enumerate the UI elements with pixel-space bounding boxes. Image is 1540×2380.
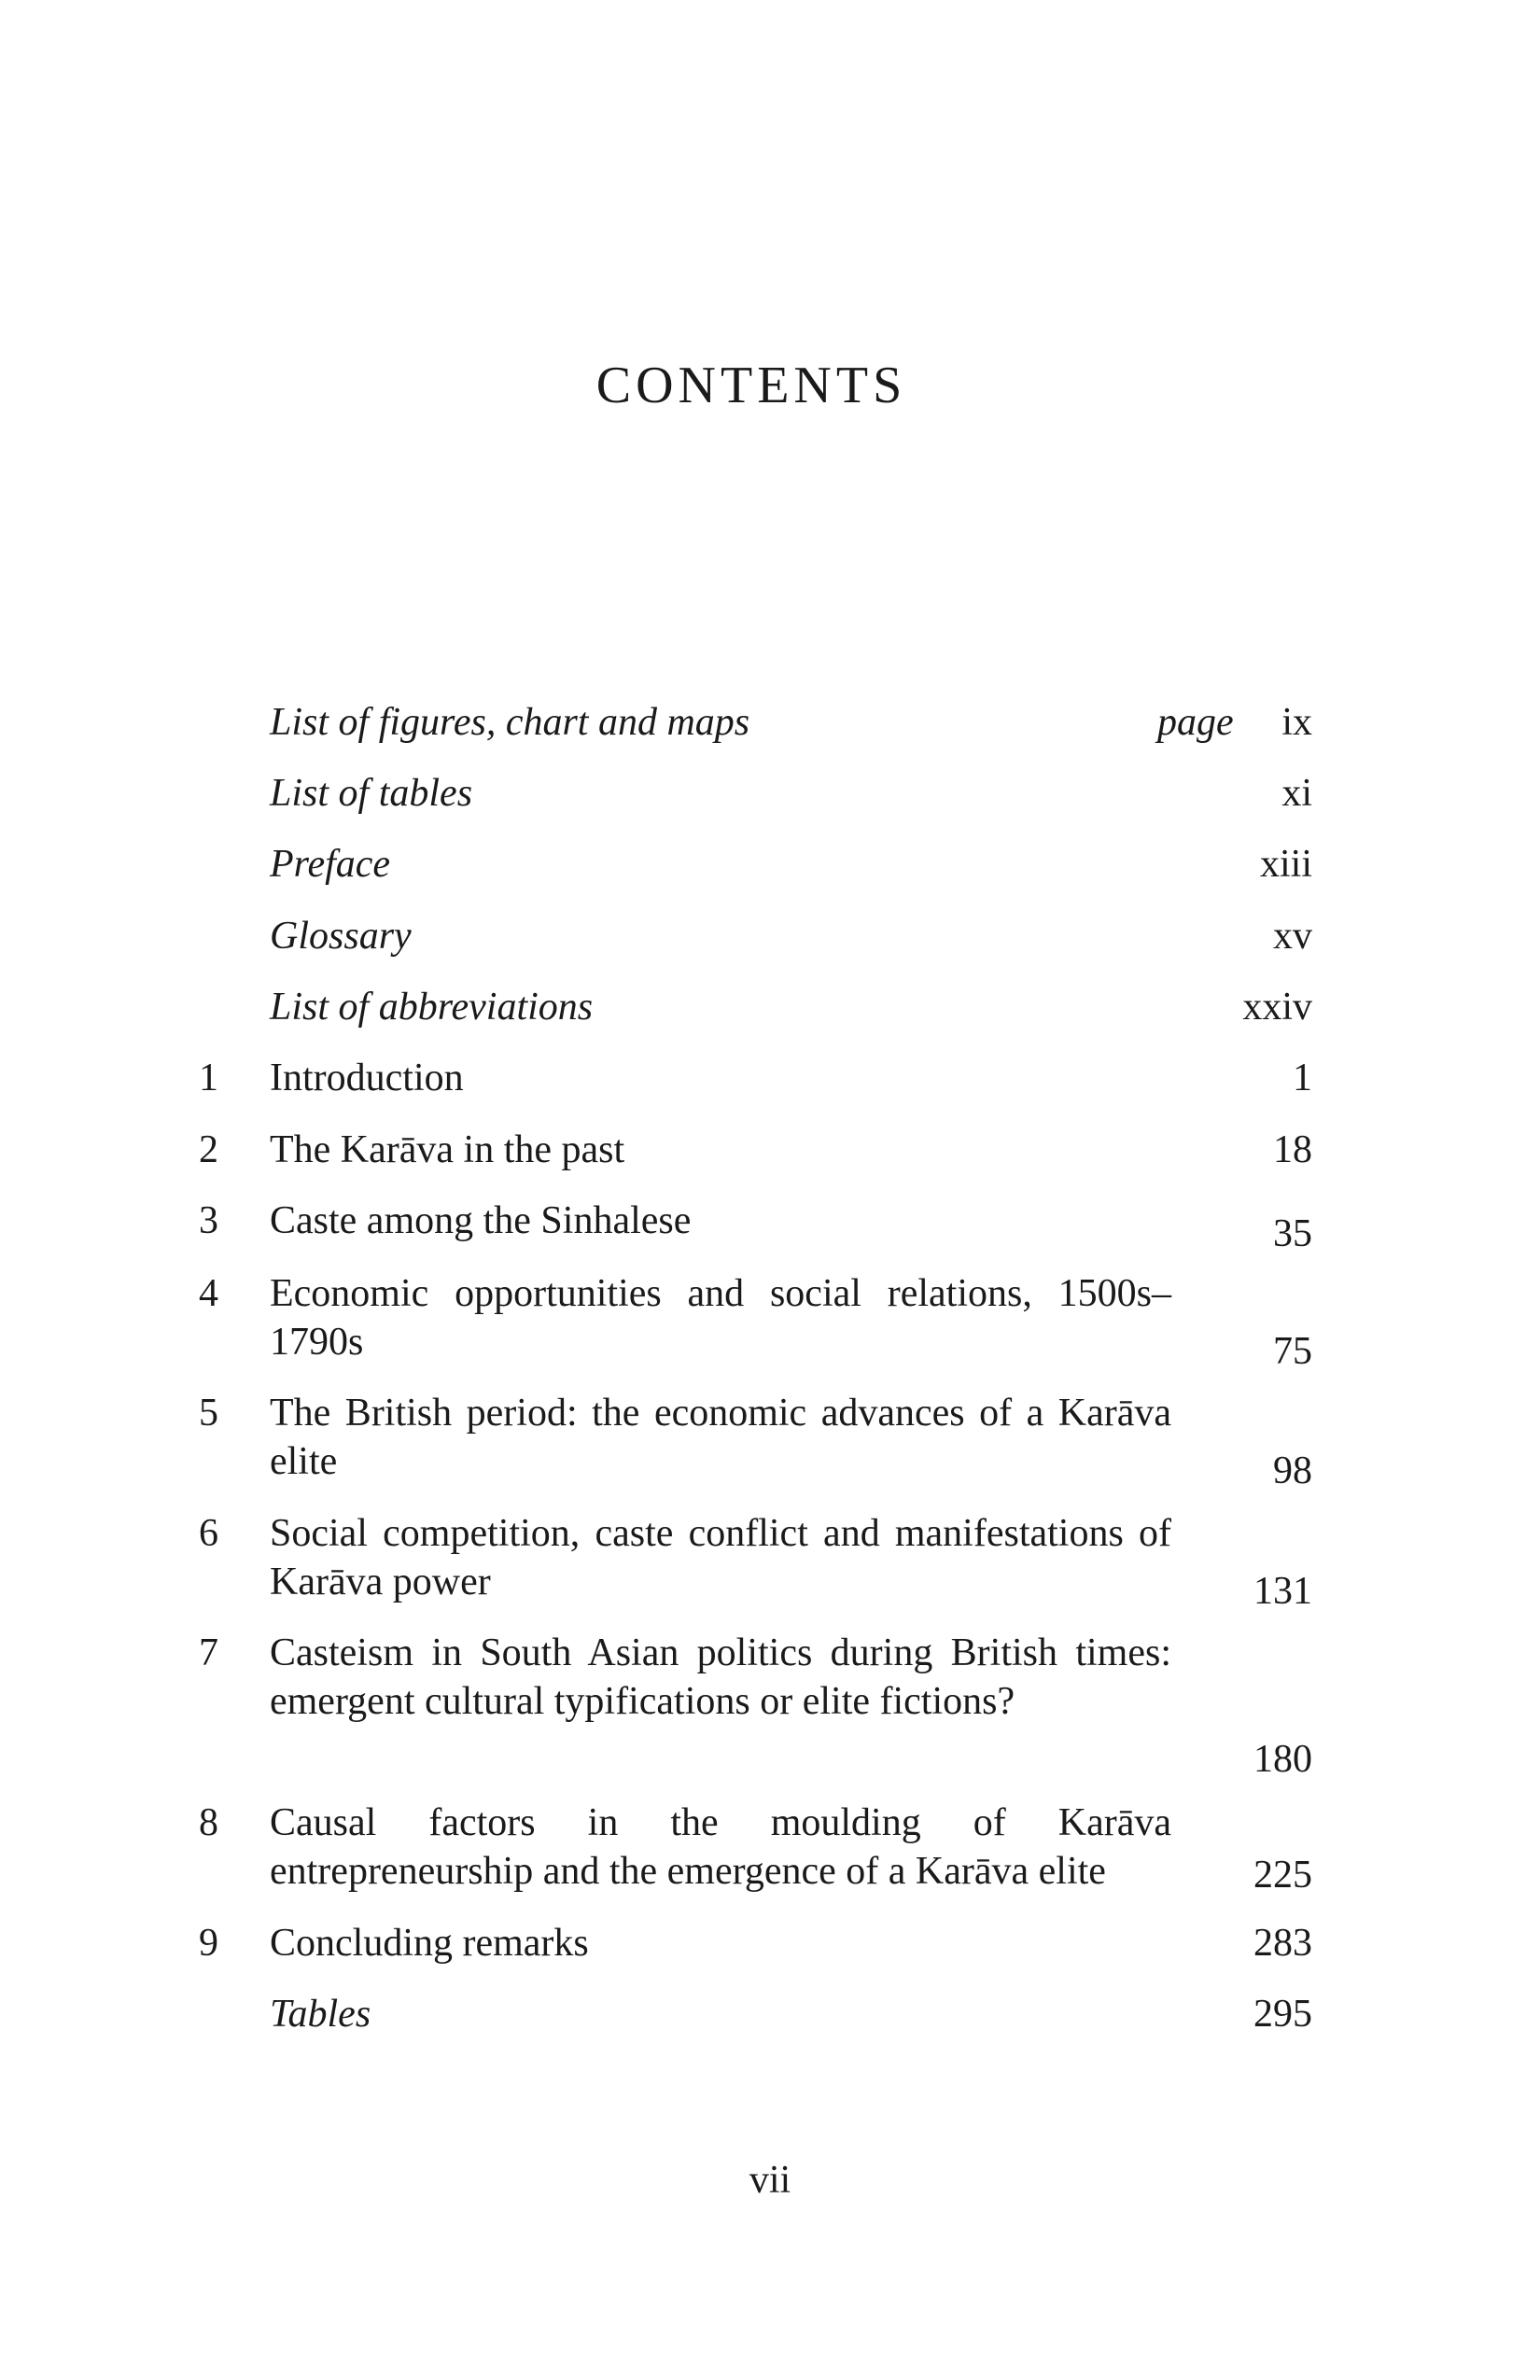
toc-entry-title: Tables: [270, 1993, 371, 2036]
toc-entry-title: The British period: the economic advances of a Karāva elite: [270, 1392, 1171, 1483]
toc-entry-page: xxiv: [1242, 986, 1312, 1029]
page-title: CONTENTS: [595, 357, 907, 414]
toc-entry-title: Social competition, caste conflict and manifestations of Karāva power: [270, 1512, 1171, 1603]
chapter-number: 2: [199, 1128, 218, 1171]
toc-entry-page: 180: [1253, 1738, 1312, 1781]
chapter-number: 3: [199, 1199, 218, 1242]
toc-entry-page: 98: [1273, 1449, 1312, 1492]
page-number: vii: [749, 2159, 791, 2202]
toc-entry-title: List of tables: [270, 772, 473, 815]
toc-entry-page: 131: [1253, 1570, 1312, 1613]
toc-entry-page: 295: [1253, 1993, 1312, 2036]
toc-entry-title: Glossary: [270, 915, 412, 958]
chapter-number: 7: [199, 1631, 218, 1674]
toc-entry-page: 283: [1253, 1922, 1312, 1965]
chapter-number: 5: [199, 1392, 218, 1435]
toc-entry-title: List of figures, chart and maps: [270, 701, 750, 744]
toc-entry-title: Caste among the Sinhalese: [270, 1199, 692, 1242]
toc-entry-title: Concluding remarks: [270, 1922, 589, 1965]
toc-entry-page: 225: [1253, 1854, 1312, 1897]
toc-entry-page: xi: [1281, 772, 1312, 815]
toc-entry-title: Preface: [270, 843, 391, 886]
toc-entry-page: xiii: [1259, 843, 1312, 886]
toc-entry-title: List of abbreviations: [270, 986, 594, 1029]
toc-entry-title: Causal factors in the moulding of Karāva entrepreneurship and the emergence of a Karāva elite: [270, 1801, 1171, 1893]
chapter-number: 4: [199, 1272, 218, 1315]
page-label: page: [1157, 701, 1234, 744]
toc-entry-title: The Karāva in the past: [270, 1128, 625, 1171]
toc-entry-title: Casteism in South Asian politics during British times: emergent cultural typifications or elite fictions?: [270, 1631, 1171, 1723]
toc-entry-title: Introduction: [270, 1057, 464, 1099]
toc-entry-page: 75: [1273, 1330, 1312, 1373]
chapter-number: 6: [199, 1512, 218, 1555]
toc-entry-page: 35: [1273, 1212, 1312, 1255]
toc-entry-page: 1: [1293, 1057, 1312, 1099]
toc-entry-page: 18: [1273, 1128, 1312, 1171]
toc-entry-page: ix: [1281, 701, 1312, 744]
chapter-number: 8: [199, 1801, 218, 1844]
toc-entry-title: Economic opportunities and social relations, 1500s–1790s: [270, 1272, 1171, 1364]
toc-entry-page: xv: [1273, 915, 1312, 958]
chapter-number: 9: [199, 1922, 218, 1965]
chapter-number: 1: [199, 1057, 218, 1099]
